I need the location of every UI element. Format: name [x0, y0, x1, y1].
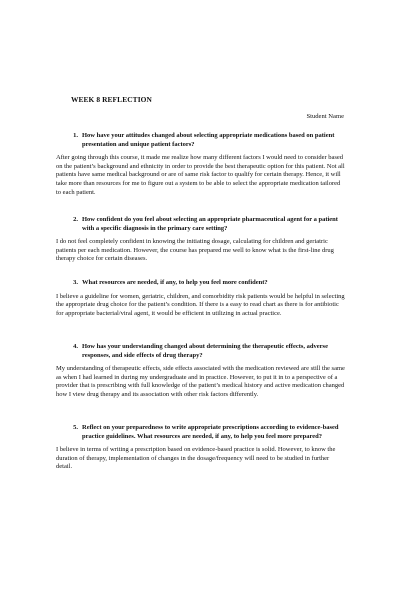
question-text: How have your attitudes changed about selecting appropriate medications based on patient presentation and unique patient factors?	[82, 132, 335, 148]
reflection-section-4	[56, 343, 346, 400]
question-text: How confident do you feel about selecting an appropriate pharmaceutical agent for a patient with a specific diagnosis in the primary care setting?	[82, 216, 338, 232]
question-3	[56, 279, 346, 288]
question-2	[56, 216, 346, 233]
student-name: Student Name	[306, 113, 344, 120]
answer-4: My understanding of therapeutic effects, side effects associated with the medication reviewed are still the same as when I had learned in during my undergraduate and in practice. However, to put it in to a perspective of a provider that is prescribing with full knowledge of the patient’s medical history and active medication changed how I view drug therapy and its association with other risk factors differently.	[56, 365, 345, 398]
answer-5: I believe in terms of writing a prescription based on evidence-based practice is solid. However, to know the duration of therapy, implementation of changes in the dosage/frequency will need to be studied in further detail.	[56, 446, 336, 471]
answer-1: After going through this course, it made me realize how many different factors I would need to consider based on the patient’s background and ethnicity in order to provide the best therapeutic option for this patient. Not all patients have same medical background or are of same risk factor to qualify for certain therapy. Hence, it will take more than resources for me to figure out a system to be able to select the appropriate medication tailored to each patient.	[56, 154, 345, 196]
answer-3: I believe a guideline for women, geriatric, children, and comorbidity risk patients would be helpful in selecting the appropriate drug choice for the patient’s condition. If there is a easy to read chart as there is for antibiotic for appropriate bacterial/viral agent, it would be efficient in utilizing in actual practice.	[56, 292, 345, 317]
question-number: 4.	[73, 343, 78, 350]
reflection-section-1	[56, 132, 346, 197]
question-number: 2.	[73, 216, 78, 223]
reflection-section-3	[56, 279, 346, 318]
question-5	[56, 424, 346, 441]
question-4	[56, 343, 346, 360]
document-title: WEEK 8 REFLECTION	[71, 95, 152, 104]
reflection-section-2	[56, 216, 346, 264]
answer-2: I do not feel completely confident in knowing the initiating dosage, calculating for children and geriatric patients per each medication. However, the course has prepared me well to know what is the first-line drug therapy choice for certain diseases.	[56, 238, 334, 263]
question-number: 3.	[73, 279, 78, 286]
question-number: 1.	[73, 132, 78, 139]
question-1	[56, 132, 346, 149]
question-text: How has your understanding changed about determining the therapeutic effects, adverse responses, and side effects of drug therapy?	[82, 343, 328, 359]
question-text: What resources are needed, if any, to help you feel more confident?	[82, 279, 268, 286]
question-text: Reflect on your preparedness to write appropriate prescriptions according to evidence-based practice guidelines. What resources are needed, if any, to help you feel more prepared?	[82, 424, 339, 440]
reflection-section-5	[56, 424, 346, 472]
question-number: 5.	[73, 424, 78, 431]
